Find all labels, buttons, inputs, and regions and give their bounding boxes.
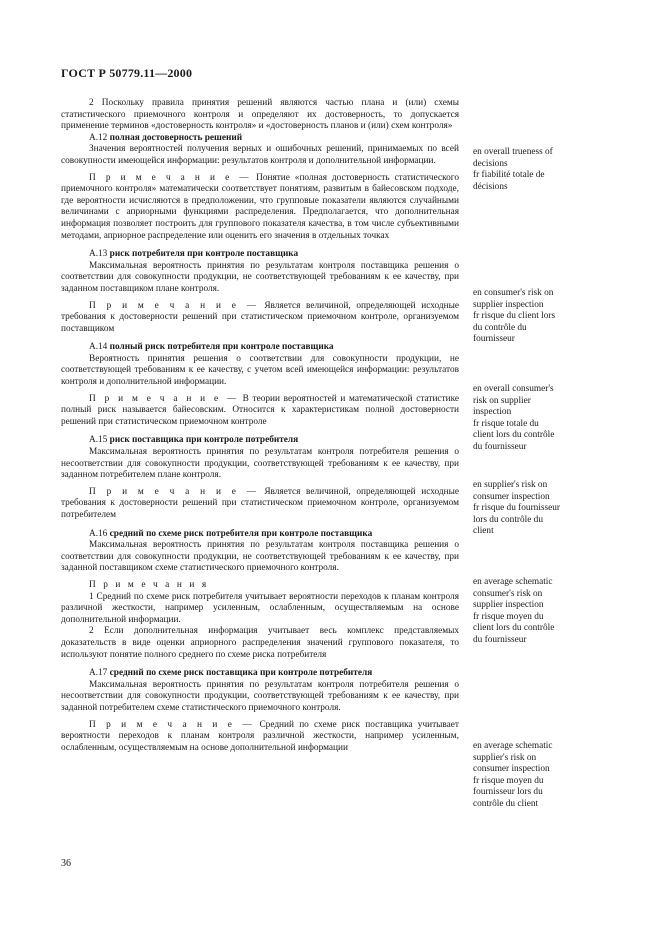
side-line: en average schematic: [473, 577, 553, 587]
side-line: en consumer's risk on: [473, 288, 554, 298]
term-note-2: 2 Если дополнительная информация учитывает весь комплекс представляемых доказательств в виде оценки априорного распределения значений группового показателя, то используют понятие полного среднего по схеме риска потребителя: [61, 626, 459, 660]
term-name: полная достоверность решений: [109, 132, 243, 143]
side-terms-a15: [473, 480, 603, 538]
side-line: en supplier's risk on: [473, 480, 548, 490]
term-number: А.17: [89, 668, 108, 679]
side-line: consumer inspection: [473, 491, 550, 502]
side-terms-a14: [473, 384, 603, 454]
term-definition: Максимальная вероятность принятия по результатам контроля потребителя решения о несоответствии для совокупности продукции, соответствующей требованиям к ее качеству, при заданной потребителем схеме статистического приемочного контроля.: [61, 679, 459, 713]
note-text: Средний по схеме риск поставщика учитывает вероятности переходов к планам контроля различной жесткости, например усиленным, ослабленным, осуществляемым на основе дополнительной информации: [61, 719, 459, 753]
entry-a16: [61, 529, 459, 662]
note-label: П р и м е ч а н и е —: [89, 486, 259, 497]
term-note-1: 1 Средний по схеме риск потребителя учитывает вероятности переходов к планам контроля различной жесткости, например усиленным, ослабленным, осуществляемым на основе дополнительной информации.: [61, 591, 459, 625]
side-line: supplier inspection: [473, 299, 544, 310]
term-number: А.12: [89, 132, 108, 143]
side-terms-a16: [473, 577, 603, 647]
term-heading: [61, 435, 459, 447]
term-name: средний по схеме риск поставщика при контроле потребителя: [109, 668, 373, 679]
side-line: lors du contrôle du: [473, 514, 543, 525]
side-line: en overall consumer's: [473, 384, 554, 394]
side-line: en overall trueness of: [473, 147, 553, 157]
side-line: consumer inspection: [473, 764, 550, 775]
side-line: contrôle du client: [473, 798, 539, 809]
note-text: Является величиной, определяющей исходные требования к достоверности решений при статистическом приемочном контроле, организуемом поставщиком: [61, 300, 459, 334]
term-name: средний по схеме риск потребителя при контроле поставщика: [109, 528, 373, 539]
term-number: А.14: [89, 342, 108, 353]
note-text: Является величиной, определяющей исходные требования к достоверности решений при статистическом приемочном контроле, организуемом потребителем: [61, 486, 459, 520]
side-line: fr fiabilité totale de: [473, 170, 545, 181]
note-label: П р и м е ч а н и е —: [89, 172, 252, 183]
term-note: [61, 173, 459, 243]
term-heading: [61, 133, 459, 145]
side-terms-a12: [473, 147, 603, 193]
term-note: [61, 301, 459, 336]
side-line: fr risque totale du: [473, 418, 539, 429]
note-text: В теории вероятностей и математической статистике полный риск называется байесовским. Относится к характеристикам полной достоверности решений при статистическом приемочном контроле: [61, 393, 459, 427]
term-number: А.16: [89, 528, 108, 539]
entry-a15: [61, 435, 459, 521]
term-definition: Значения вероятностей получения верных и ошибочных решений, принимаемых по всей совокупности имеющейся информации: результатов контроля и дополнительной информации.: [61, 144, 459, 166]
note-label: П р и м е ч а н и е —: [89, 300, 259, 311]
note-label: П р и м е ч а н и е —: [89, 393, 239, 404]
side-line: decisions: [473, 158, 508, 169]
side-line: fr risque moyen du: [473, 611, 544, 622]
side-line: du fournisseur: [473, 634, 527, 645]
entry-a14: [61, 342, 459, 428]
side-line: inspection: [473, 407, 512, 418]
document-header: ГОСТ Р 50779.11—2000: [61, 66, 193, 80]
side-line: supplier's risk on: [473, 752, 537, 763]
side-line: fournisseur lors du: [473, 787, 543, 798]
term-number: А.13: [89, 249, 108, 260]
term-heading: [61, 668, 459, 680]
term-definition: Максимальная вероятность принятия по результатам контроля поставщика решения о соответствии для совокупности продукции, не соответствующей требованиям к ее качеству, при заданной поставщиком схеме статистического приемочного контроля.: [61, 540, 459, 574]
side-line: client lors du contrôle: [473, 623, 555, 634]
term-number: А.15: [89, 435, 108, 446]
term-definition: Максимальная вероятность принятия по результатам контроля потребителя решения о несоответствии для совокупности продукции, соответствующей требованиям к ее качеству, при заданном потребителем плане контроля.: [61, 447, 459, 481]
side-line: fournisseur: [473, 334, 515, 345]
side-line: du contrôle du: [473, 322, 527, 333]
entry-a13: [61, 249, 459, 335]
side-line: consumer's risk on: [473, 588, 543, 599]
term-name: риск потребителя при контроле поставщика: [109, 249, 299, 260]
side-line: supplier inspection: [473, 600, 544, 611]
term-definition: Максимальная вероятность принятия по результатам контроля поставщика решения о соответствии для совокупности продукции, не соответствующей требованиям к ее качеству, при заданном поставщиком плане контроля.: [61, 260, 459, 294]
entry-a12: [61, 133, 459, 242]
side-terms-a13: [473, 288, 603, 346]
term-name: риск поставщика при контроле потребителя: [109, 435, 299, 446]
side-line: fr risque du fournisseur: [473, 503, 561, 514]
term-name: полный риск потребителя при контроле поставщика: [109, 342, 334, 353]
term-note: [61, 487, 459, 522]
side-terms-a17: [473, 741, 603, 811]
side-line: décisions: [473, 181, 508, 192]
notes-heading: П р и м е ч а н и я: [89, 579, 209, 590]
term-heading: [61, 529, 459, 541]
intro-note: 2 Поскольку правила принятия решений являются частью плана и (или) схемы статистического приемочного контроля и определяют их достоверность, то допускается применение терминов «достоверность контроля» и «достоверность планов и (или) схем контроля»: [61, 98, 459, 132]
side-line: fr risque du client lors: [473, 311, 556, 322]
side-line: risk on supplier: [473, 395, 531, 406]
note-text: Понятие «полная достоверность статистического приемочного контроля» математически соответствует понятиям, развитым в байесовском подходе, где вероятности исчисляются в предположении, что групповые показатели являются случайными величинами с априорными функциями распределения. Предполагается, что дополнительная информация позволяет построить для группового показателя качества, в том числе субъективными методами, априорное распределение или оценить его значения в отдельных точках: [61, 172, 459, 241]
page-number: 36: [61, 858, 71, 869]
term-definition: Вероятность принятия решения о соответствии для совокупности продукции, не соответствующей требованиям к ее качеству, с учетом всей имеющейся информации: результатов контроля и дополнительной информации.: [61, 353, 459, 388]
side-line: client: [473, 526, 494, 537]
term-note: [61, 394, 459, 429]
entry-a17: [61, 668, 459, 754]
term-heading: [61, 342, 459, 354]
note-label: П р и м е ч а н и е —: [89, 719, 255, 730]
term-heading: [61, 249, 459, 261]
side-line: client lors du contrôle: [473, 430, 555, 441]
term-note: [61, 720, 459, 755]
main-column: [61, 98, 459, 761]
side-line: du fournisseur: [473, 441, 527, 452]
side-line: fr risque moyen du: [473, 775, 544, 786]
side-line: en average schematic: [473, 741, 553, 751]
